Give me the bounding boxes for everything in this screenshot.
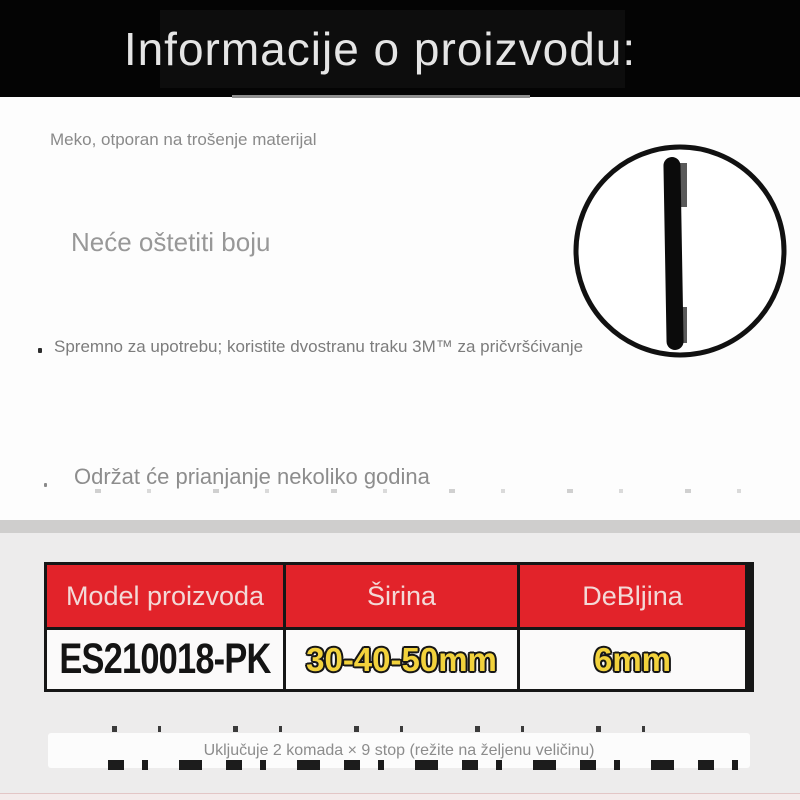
covered-text-remnants [108,760,752,770]
page-title: Informacije o proizvodu: [123,23,637,75]
banner-underline [232,95,530,98]
feature-item: Održat će prianjanje nekoliko godina [74,464,430,489]
covered-text-remnants [95,489,750,493]
width-value: 30-40-50mm [306,640,497,678]
spec-header-model: Model proizvoda [47,565,283,627]
footnote-bar: Uključuje 2 komada × 9 stop (režite na željenu veličinu) [48,733,750,768]
spec-table [44,562,754,692]
covered-text-remnants [112,726,712,732]
bullet-dot [38,348,42,353]
title-banner [0,0,800,97]
spec-header-thickness: DeBljina [517,565,745,627]
spec-header-width: Širina [283,565,517,627]
section-divider [0,520,800,533]
thickness-value: 6mm [593,640,672,678]
feature-item: Spremno za upotrebu; koristite dvostranu traku 3M™ za pričvršćivanje [54,337,584,356]
strip-profile [663,157,683,350]
spec-table-header-row [47,565,751,627]
strip-cross-section-icon [566,139,794,367]
feature-item: Neće oštetiti boju [71,227,271,257]
bullet-dot [44,483,47,487]
spec-table-value-row [47,627,751,689]
model-number: ES210018-PK [59,635,271,683]
spec-value-thickness-cell [517,627,745,689]
spec-value-width-cell [283,627,517,689]
spec-value-model-cell [47,627,283,689]
feature-item: Meko, otporan na trošenje materijal [50,130,317,149]
bottom-pink-strip [0,793,800,800]
